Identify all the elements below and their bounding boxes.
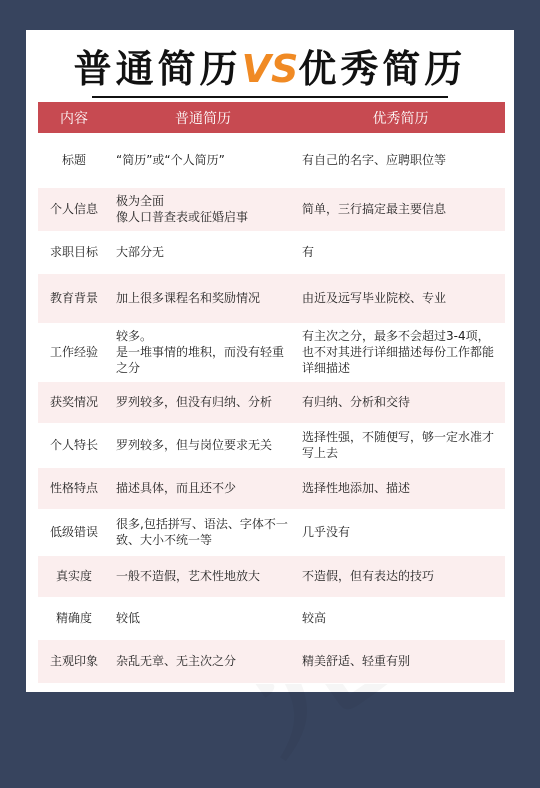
row-label: 教育背景 [38, 273, 110, 323]
row-good: 几乎没有 [296, 509, 505, 555]
row-label: 获奖情况 [38, 381, 110, 423]
row-normal: 罗列较多，但与岗位要求无关 [110, 423, 296, 467]
row-normal: 极为全面 像人口普查表或征婚启事 [110, 187, 296, 231]
row-good: 不造假，但有表达的技巧 [296, 555, 505, 597]
title-left: 普通简历 [73, 46, 242, 91]
header-content: 内容 [38, 102, 110, 133]
table-row [38, 187, 505, 231]
row-good: 选择性地添加、描述 [296, 467, 505, 509]
row-label: 个人信息 [38, 187, 110, 231]
row-label: 性格特点 [38, 467, 110, 509]
table-row [38, 639, 505, 683]
table-row [38, 133, 505, 187]
row-good: 精美舒适、轻重有别 [296, 639, 505, 683]
row-good: 由近及远写毕业院校、专业 [296, 273, 505, 323]
table-row [38, 597, 505, 639]
row-normal: 罗列较多，但没有归纳、分析 [110, 381, 296, 423]
row-normal: 大部分无 [110, 231, 296, 273]
row-normal: “简历”或“个人简历” [110, 133, 296, 187]
table-row [38, 323, 505, 381]
row-good: 有 [296, 231, 505, 273]
row-good: 有自己的名字、应聘职位等 [296, 133, 505, 187]
title-right: 优秀简历 [298, 46, 467, 91]
row-good: 有归纳、分析和交待 [296, 381, 505, 423]
row-label: 精确度 [38, 597, 110, 639]
table-row [38, 555, 505, 597]
row-label: 标题 [38, 133, 110, 187]
table-row [38, 381, 505, 423]
row-normal: 较多。 是一堆事情的堆积，而没有轻重之分 [110, 323, 296, 381]
row-normal: 很多,包括拼写、语法、字体不一致、大小不统一等 [110, 509, 296, 555]
row-good: 有主次之分，最多不会超过3-4项，也不对其进行详细描述每份工作都能详细描述 [296, 323, 505, 381]
title-vs: VS [241, 47, 299, 91]
page-title [26, 38, 514, 100]
row-label: 个人特长 [38, 423, 110, 467]
title-underline [92, 96, 448, 98]
comparison-table [38, 102, 505, 684]
row-good: 选择性强，不随便写，够一定水准才写上去 [296, 423, 505, 467]
table-row [38, 423, 505, 467]
row-label: 低级错误 [38, 509, 110, 555]
table-header-row [38, 102, 505, 133]
row-label: 主观印象 [38, 639, 110, 683]
row-normal: 描述具体，而且还不少 [110, 467, 296, 509]
row-label: 真实度 [38, 555, 110, 597]
row-good: 较高 [296, 597, 505, 639]
header-normal: 普通简历 [110, 102, 296, 133]
table-row [38, 273, 505, 323]
table-row [38, 467, 505, 509]
row-label: 求职目标 [38, 231, 110, 273]
row-normal: 较低 [110, 597, 296, 639]
row-normal: 杂乱无章、无主次之分 [110, 639, 296, 683]
row-normal: 一般不造假，艺术性地放大 [110, 555, 296, 597]
table-row [38, 509, 505, 555]
table-row [38, 231, 505, 273]
comparison-card [26, 30, 514, 692]
row-good: 简单，三行搞定最主要信息 [296, 187, 505, 231]
row-normal: 加上很多课程名和奖励情况 [110, 273, 296, 323]
row-label: 工作经验 [38, 323, 110, 381]
header-good: 优秀简历 [296, 102, 505, 133]
